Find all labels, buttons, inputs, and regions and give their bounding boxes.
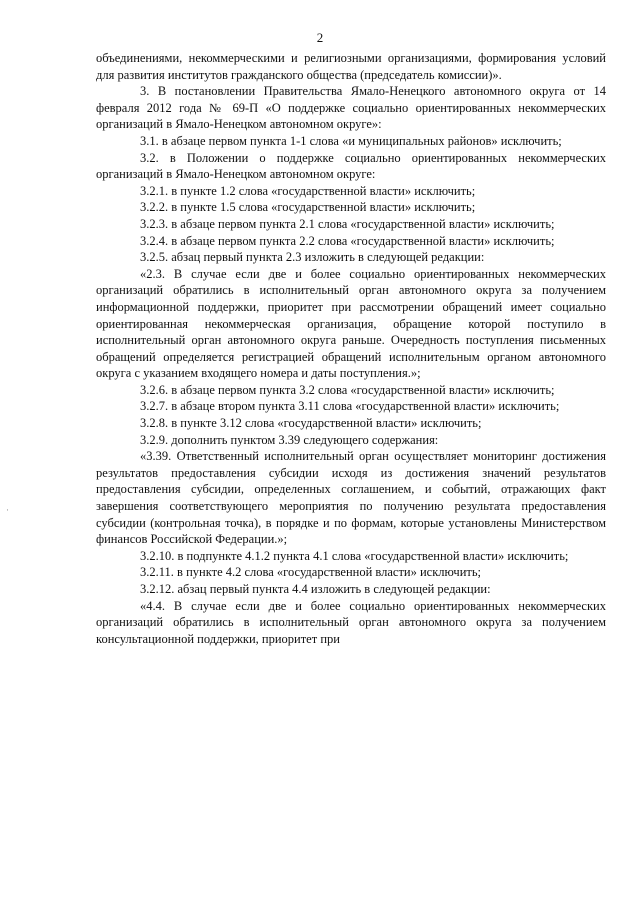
paragraph: «2.3. В случае если две и более социально ориентированных некоммерческих организаций обратились в исполнительный орган автономного округа за получением информационной поддержки, приоритет при рассмотрении обращений имеет социально ориентированная некоммерческая организация, обращение которой поступило в исполнительный орган автономного округа раньше. Очередность поступления письменных обращений определяется регистрацией обращений исполнительным органом автономного округа с указанием входящего номера и даты поступления.»; [96, 266, 606, 381]
paragraph: 3.2.1. в пункте 1.2 слова «государственной власти» исключить; [140, 183, 476, 198]
paragraph: 3.2.12. абзац первый пункта 4.4 изложить в следующей редакции: [140, 582, 491, 596]
paragraph: 3.2.8. в пункте 3.12 слова «государственной власти» исключить; [140, 416, 482, 431]
paragraph: 3.2.7. в абзаце втором пункта 3.11 слова «государственной власти» исключить; [140, 399, 560, 414]
paragraph: 3.2.4. в абзаце первом пункта 2.2 слова «государственной власти» исключить; [140, 233, 555, 248]
paragraph: 3.2.3. в абзаце первом пункта 2.1 слова «государственной власти» исключить; [140, 216, 555, 231]
paragraph: 3.2.11. в пункте 4.2 слова «государственной власти» исключить; [140, 565, 482, 580]
page-number: 2 [316, 30, 324, 45]
paragraph: «4.4. В случае если две и более социально ориентированных некоммерческих организаций обратились в исполнительный орган автономного округа за получением консультационной поддержки, приоритет при [96, 598, 606, 646]
paragraph: 3.2.2. в пункте 1.5 слова «государственной власти» исключить; [140, 200, 476, 215]
paragraph: «3.39. Ответственный исполнительный орган осуществляет мониторинг достижения результатов предоставления субсидии исходя из достижения значений результатов предоставления субсидии, определенных соглашением, и событий, отражающих факт завершения соответствующего мероприятия по получению результата предоставления субсидии (контрольная точка), в порядке и по формам, которые установлены Министерством финансов Российской Федерации.»; [96, 449, 606, 547]
paragraph: 3.2.10. в подпункте 4.1.2 пункта 4.1 слова «государственной власти» исключить; [140, 548, 569, 563]
paragraph: 3.1. в абзаце первом пункта 1-1 слова «и муниципальных районов» исключить; [140, 133, 562, 148]
paragraph: 3.2.6. в абзаце первом пункта 3.2 слова «государственной власти» исключить; [140, 382, 555, 397]
paragraph: 3. В постановлении Правительства Ямало-Ненецкого автономного округа от 14 февраля 2012 года № 69-П «О поддержке социально ориентированных некоммерческих организаций в Ямало-Ненецком автономном округе»: [96, 84, 606, 132]
paragraph: 3.2.5. абзац первый пункта 2.3 изложить в следующей редакции: [140, 250, 485, 265]
paragraph: 3.2.9. дополнить пунктом 3.39 следующего содержания: [140, 432, 439, 447]
margin-mark: · [6, 505, 9, 515]
paragraph: объединениями, некоммерческими и религиозными организациями, формирования условий для развития институтов гражданского общества (председатель комиссии)». [96, 51, 606, 82]
document-body [96, 50, 606, 647]
paragraph: 3.2. в Положении о поддержке социально ориентированных некоммерческих организаций в Ямало-Ненецком автономном округе: [96, 150, 606, 182]
